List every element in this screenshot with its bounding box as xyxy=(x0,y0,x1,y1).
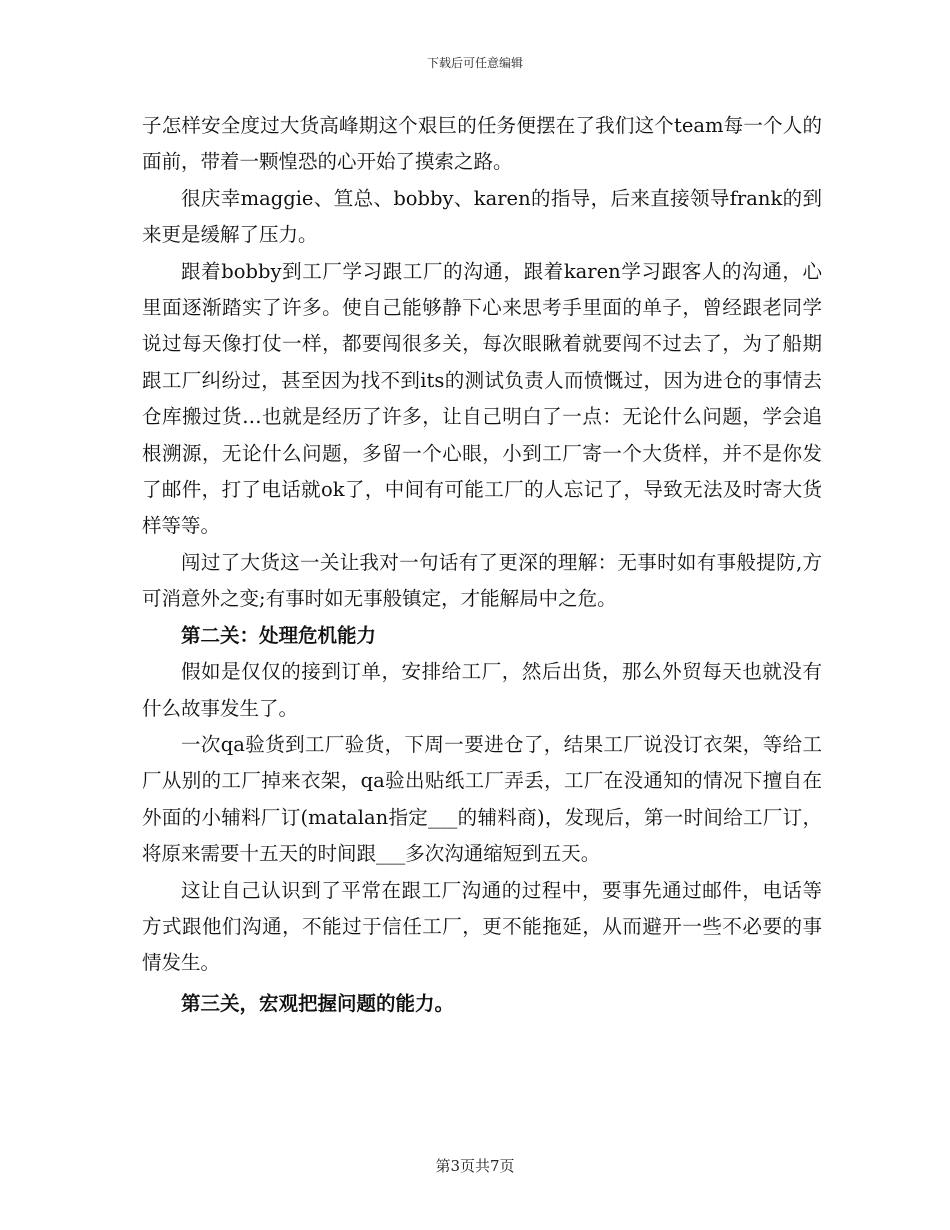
section-heading-second: 第二关：处理危机能力 xyxy=(181,623,377,647)
section-heading-third: 第三关，宏观把握问题的能力。 xyxy=(181,991,455,1015)
document-body xyxy=(142,108,822,1022)
paragraph-learning: 跟着bobby到工厂学习跟工厂的沟通，跟着karen学习跟客人的沟通，心里面逐渐踏实了许多。使自己能够静下心来思考手里面的单子，曾经跟老同学说过每天像打仗一样，都要闯很多关，每次眼瞅着就要闯不过去了，为了船期跟工厂纠纷过，甚至因为找不到its的测试负责人而愤慨过，因为进仓的事情去仓库搬过货…也就是经历了许多，让自己明白了一点：无论什么问题，学会追根溯源，无论什么问题，多留一个心眼，小到工厂寄一个大货样，并不是你发了邮件，打了电话就ok了，中间有可能工厂的人忘记了，导致无法及时寄大货样等等。 xyxy=(142,259,822,538)
paragraph-crisis-lesson: 这让自己认识到了平常在跟工厂沟通的过程中，要事先通过邮件，电话等方式跟他们沟通，不能过于信任工厂，更不能拖延，从而避开一些不必要的事情发生。 xyxy=(142,878,822,975)
paragraph-crisis-intro: 假如是仅仅的接到订单，安排给工厂，然后出货，那么外贸每天也就没有什么故事发生了。 xyxy=(142,660,822,720)
page-number: 第3页共7页 xyxy=(435,1157,515,1175)
paragraph-reflection: 闯过了大货这一关让我对一句话有了更深的理解：无事时如有事般提防,方可消意外之变;有事时如无事般镇定，才能解局中之危。 xyxy=(142,550,822,611)
paragraph-crisis-story: 一次qa验货到工厂验货，下周一要进仓了，结果工厂说没订衣架，等给工厂从别的工厂掉来衣架，qa验出贴纸工厂弄丢，工厂在没通知的情况下擅自在外面的小辅料厂订(matalan指定___的辅料商)，发现后，第一时间给工厂订，将原来需要十五天的时间跟___多次沟通缩短到五天。 xyxy=(142,732,822,866)
page-header: 下载后可任意编辑 xyxy=(426,56,523,70)
paragraph-thanks: 很庆幸maggie、笪总、bobby、karen的指导，后来直接领导frank的到来更是缓解了压力。 xyxy=(142,186,822,247)
paragraph-continued: 子怎样安全度过大货高峰期这个艰巨的任务便摆在了我们这个team每一个人的面前，带着一颗惶恐的心开始了摸索之路。 xyxy=(142,114,822,174)
